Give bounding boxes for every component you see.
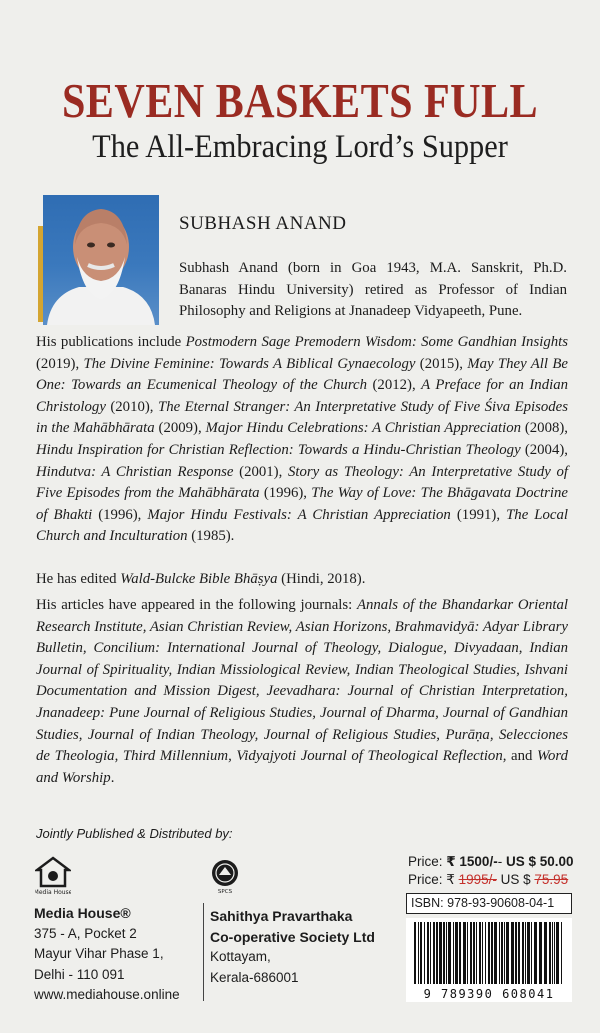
italic-title-segment: Major Hindu Festivals: A Christian Appreciation	[147, 506, 451, 523]
edited-paragraph	[36, 569, 568, 591]
text-segment: (2009),	[154, 420, 206, 437]
text-segment: (2004),	[520, 441, 568, 458]
publisher-spcs	[210, 906, 375, 988]
barcode-digits: 9 789390 608041	[423, 987, 555, 1001]
barcode-bar	[433, 922, 435, 984]
italic-title-segment: The Local Church and Inculturation	[36, 506, 569, 545]
text-segment: His publications include	[36, 334, 186, 350]
barcode-bar	[459, 922, 461, 984]
barcode-bar	[482, 922, 483, 984]
barcode-bar	[436, 922, 438, 984]
barcode-bar	[446, 922, 447, 984]
publisher1-website: www.mediahouse.online	[34, 987, 180, 1002]
price-usd-prefix: US $	[496, 872, 535, 887]
barcode-bar	[504, 922, 505, 984]
barcode-bar	[561, 922, 562, 984]
text-segment: (1996),	[92, 506, 148, 523]
text-segment: (1985).	[187, 528, 235, 545]
publisher2-line: Kottayam,	[210, 949, 271, 964]
barcode-bar	[476, 922, 477, 984]
italic-title-segment: Word and Worship	[36, 748, 569, 786]
italic-title-segment: Wald-Bulcke Bible Bhāṣya	[120, 571, 278, 587]
barcode-bar	[439, 922, 442, 984]
price-inr-prefix: ₹	[446, 872, 459, 887]
barcode-bar	[479, 922, 481, 984]
barcode-bar	[534, 922, 537, 984]
spcs-logo	[206, 858, 244, 894]
publisher1-line: 375 - A, Pocket 2	[34, 925, 137, 941]
author-name: SUBHASH ANAND	[179, 213, 347, 234]
barcode-bar	[501, 922, 503, 984]
italic-title-segment: Hindutva: A Christian Response	[36, 463, 234, 480]
italic-title-segment: The Way of Love: The Bhāgavata Doctrine of Bhakti	[36, 485, 568, 523]
media-house-icon	[35, 856, 71, 896]
text-segment: (2015),	[415, 355, 468, 372]
barcode-bar	[506, 922, 509, 984]
barcode-bar	[488, 922, 490, 984]
text-segment: He has edited	[36, 571, 121, 587]
barcode	[406, 918, 572, 1002]
spcs-icon	[206, 858, 244, 894]
text-segment: (2010),	[105, 398, 158, 415]
barcode-bar	[448, 922, 451, 984]
barcode-bar	[455, 922, 458, 984]
barcode-bar	[420, 922, 422, 984]
barcode-bar	[485, 922, 486, 984]
price-usd-struck: 75.95	[534, 872, 569, 887]
barcode-bar	[549, 922, 551, 984]
author-photo	[43, 195, 159, 325]
barcode-bar	[494, 922, 497, 984]
text-segment: (2012),	[367, 377, 422, 394]
barcode-bar	[491, 922, 493, 984]
barcode-bar	[499, 922, 500, 984]
barcode-bar	[427, 922, 429, 984]
barcode-bar	[443, 922, 445, 984]
price-usd: US $ 50.00	[502, 854, 574, 869]
italic-title-segment: Hindu Inspiration for Christian Reflection: Towards a Hindu-Christian Theology	[36, 441, 521, 458]
spcs-logo-caption: SPCS	[217, 889, 233, 894]
isbn-label: ISBN: 978-93-90608-04-1	[406, 893, 572, 914]
italic-title-segment: May They All Be One: Towards an Ecumenical Theology of the Church	[36, 355, 568, 394]
barcode-bar	[511, 922, 514, 984]
text-segment: .	[110, 769, 115, 786]
author-portrait-icon	[43, 195, 159, 325]
italic-title-segment: Story as Theology: An Interpretative Study of Five Episodes from the Mahābhārata	[36, 463, 569, 502]
publisher1-name: Media House®	[34, 905, 131, 921]
publisher1-line: Mayur Vihar Phase 1,	[34, 946, 164, 961]
barcode-bar	[424, 922, 425, 984]
media-house-logo-caption: Media House	[35, 889, 71, 896]
barcode-bar	[453, 922, 454, 984]
publisher2-name-line2: Co-operative Society Ltd	[210, 928, 375, 945]
barcode-icon	[406, 918, 572, 1002]
price-label: Price:	[408, 872, 447, 887]
text-segment: (2001),	[233, 463, 289, 480]
barcode-bar	[518, 922, 520, 984]
barcode-bar	[430, 922, 431, 984]
italic-title-segment: The Eternal Stranger: An Interpretative Study of Five Śiva Episodes in the Mahābhārata	[36, 398, 568, 437]
publisher-divider	[203, 903, 204, 1001]
book-title: SEVEN BASKETS FULL	[61, 73, 539, 128]
barcode-bar	[556, 922, 559, 984]
barcode-bar	[463, 922, 466, 984]
publisher2-name-line1: Sahithya Pravarthaka	[210, 908, 353, 924]
jointly-published-label: Jointly Published & Distributed by:	[36, 826, 233, 841]
text-segment: (1996),	[259, 485, 312, 502]
text-segment: (2019),	[36, 355, 84, 372]
author-bio: Subhash Anand (born in Goa 1943, M.A. Sanskrit, Ph.D. Banaras Hindu University) retired as Professor of Indian Philosophy and Religions at Jnanadeep Vidyapeeth, Pune.	[179, 260, 567, 319]
barcode-bar	[467, 922, 468, 984]
publisher1-line: Delhi - 110 091	[34, 966, 125, 982]
barcode-bar	[527, 922, 530, 984]
italic-title-segment: Major Hindu Celebrations: A Christian Appreciation	[205, 420, 521, 437]
price-inr-struck: 1995/-	[458, 872, 497, 887]
barcode-bar	[539, 922, 542, 984]
price-current	[408, 854, 574, 870]
text-segment: and	[506, 748, 538, 765]
italic-title-segment: A Preface for an Indian Christology	[36, 377, 569, 415]
price-separator: -	[497, 854, 503, 869]
italic-title-segment: The Divine Feminine: Towards A Biblical Gynaecology	[83, 355, 416, 372]
price-inr: ₹ 1500/-	[446, 854, 498, 869]
text-segment: (2008),	[521, 420, 568, 437]
publisher2-line: Kerala-686001	[210, 969, 299, 985]
price-old	[408, 872, 568, 888]
book-subtitle: The All-Embracing Lord’s Supper	[92, 129, 508, 165]
barcode-bar	[418, 922, 419, 984]
barcode-bar	[515, 922, 517, 984]
barcode-bar	[414, 922, 416, 984]
publisher-media-house	[34, 903, 180, 1006]
publications-paragraph	[36, 332, 568, 548]
italic-title-segment: Annals of the Bhandarkar Oriental Research Institute, Asian Christian Review, Asian Horizons, Brahmavidyā: Adyar Library Bulletin, Concilium: International Journal of Theology, Dialogue, Divyadaan, Indian Journal of Spirituality, Indian Missiological Review, Indian Theological Studies, Ishvani Documentation and Mission Digest, Jeevadhara: Journal of Christian Interpretation, Jnanadeep: Pune Journal of Religious Studies, Journal of Dharma, Journal of Gandhian Studies, Journal of Indian Theology, Journal of Religious Studies, Purāṇa, Selecciones de Theologia, Third Millennium, Vidyajyoti Journal of Theological Reflection,	[36, 597, 568, 765]
text-segment: His articles have appeared in the following journals:	[36, 597, 357, 613]
barcode-bar	[525, 922, 526, 984]
price-label: Price:	[408, 854, 447, 869]
barcode-bar	[544, 922, 547, 984]
barcode-bar	[552, 922, 553, 984]
text-segment: (1991),	[450, 506, 507, 523]
text-segment: (Hindi, 2018).	[277, 571, 366, 587]
articles-paragraph	[36, 595, 568, 789]
barcode-bar	[473, 922, 475, 984]
media-house-logo	[35, 856, 71, 896]
barcode-bar	[554, 922, 555, 984]
barcode-bar	[522, 922, 524, 984]
italic-title-segment: Postmodern Sage Premodern Wisdom: Some Gandhian Insights	[185, 334, 568, 350]
barcode-bar	[470, 922, 472, 984]
barcode-bar	[531, 922, 532, 984]
